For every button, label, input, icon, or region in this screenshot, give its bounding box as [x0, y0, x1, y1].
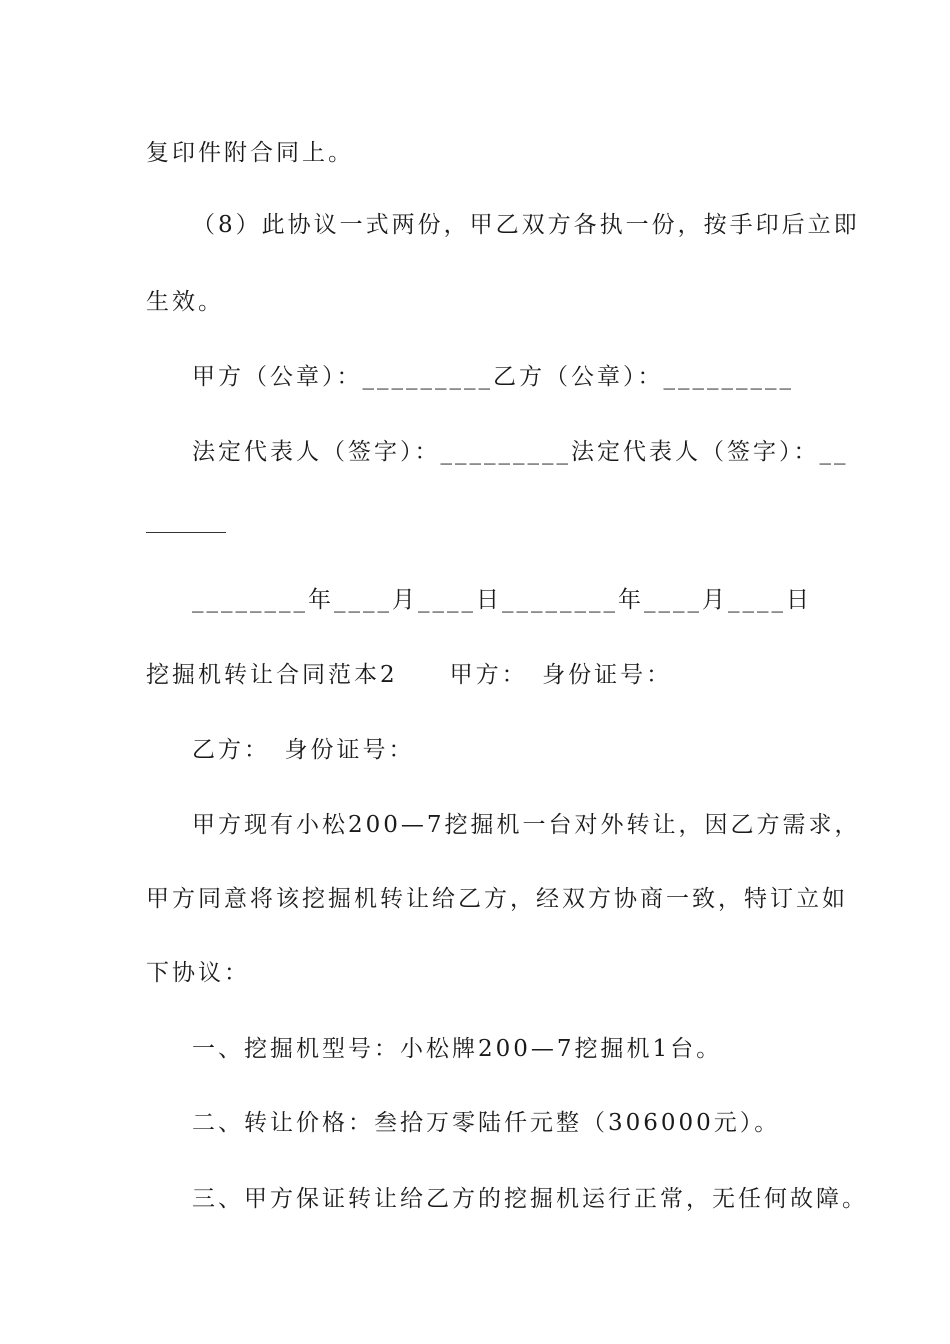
- date-line: ________年____月____日________年____月____日: [192, 587, 812, 613]
- clause-line: 一、挖掘机型号：小松牌200—7挖掘机1台。: [192, 1036, 723, 1062]
- clause-line: 二、转让价格：叁拾万零陆仟元整（306000元）。: [192, 1110, 781, 1136]
- paragraph-line: 甲方现有小松200—7挖掘机一台对外转让，因乙方需求，: [192, 812, 861, 838]
- paragraph-line: （8）此协议一式两份，甲乙双方各执一份，按手印后立即: [192, 212, 860, 238]
- contract-title-line: 挖掘机转让合同范本2 甲方： 身份证号：: [146, 662, 673, 688]
- clause-line: 三、甲方保证转让给乙方的挖掘机运行正常，无任何故障。: [192, 1186, 868, 1212]
- signature-blank-continuation: [146, 532, 226, 533]
- party-b-line: 乙方： 身份证号：: [192, 737, 415, 763]
- signature-line-representative: 法定代表人（签字）：_________法定代表人（签字）：__: [192, 439, 849, 465]
- paragraph-line: 下协议：: [146, 960, 250, 986]
- paragraph-line: 复印件附合同上。: [146, 140, 354, 166]
- paragraph-line: 生效。: [146, 289, 224, 315]
- signature-line-seal: 甲方（公章）：_________乙方（公章）：_________: [192, 364, 794, 390]
- paragraph-line: 甲方同意将该挖掘机转让给乙方，经双方协商一致，特订立如: [146, 886, 848, 912]
